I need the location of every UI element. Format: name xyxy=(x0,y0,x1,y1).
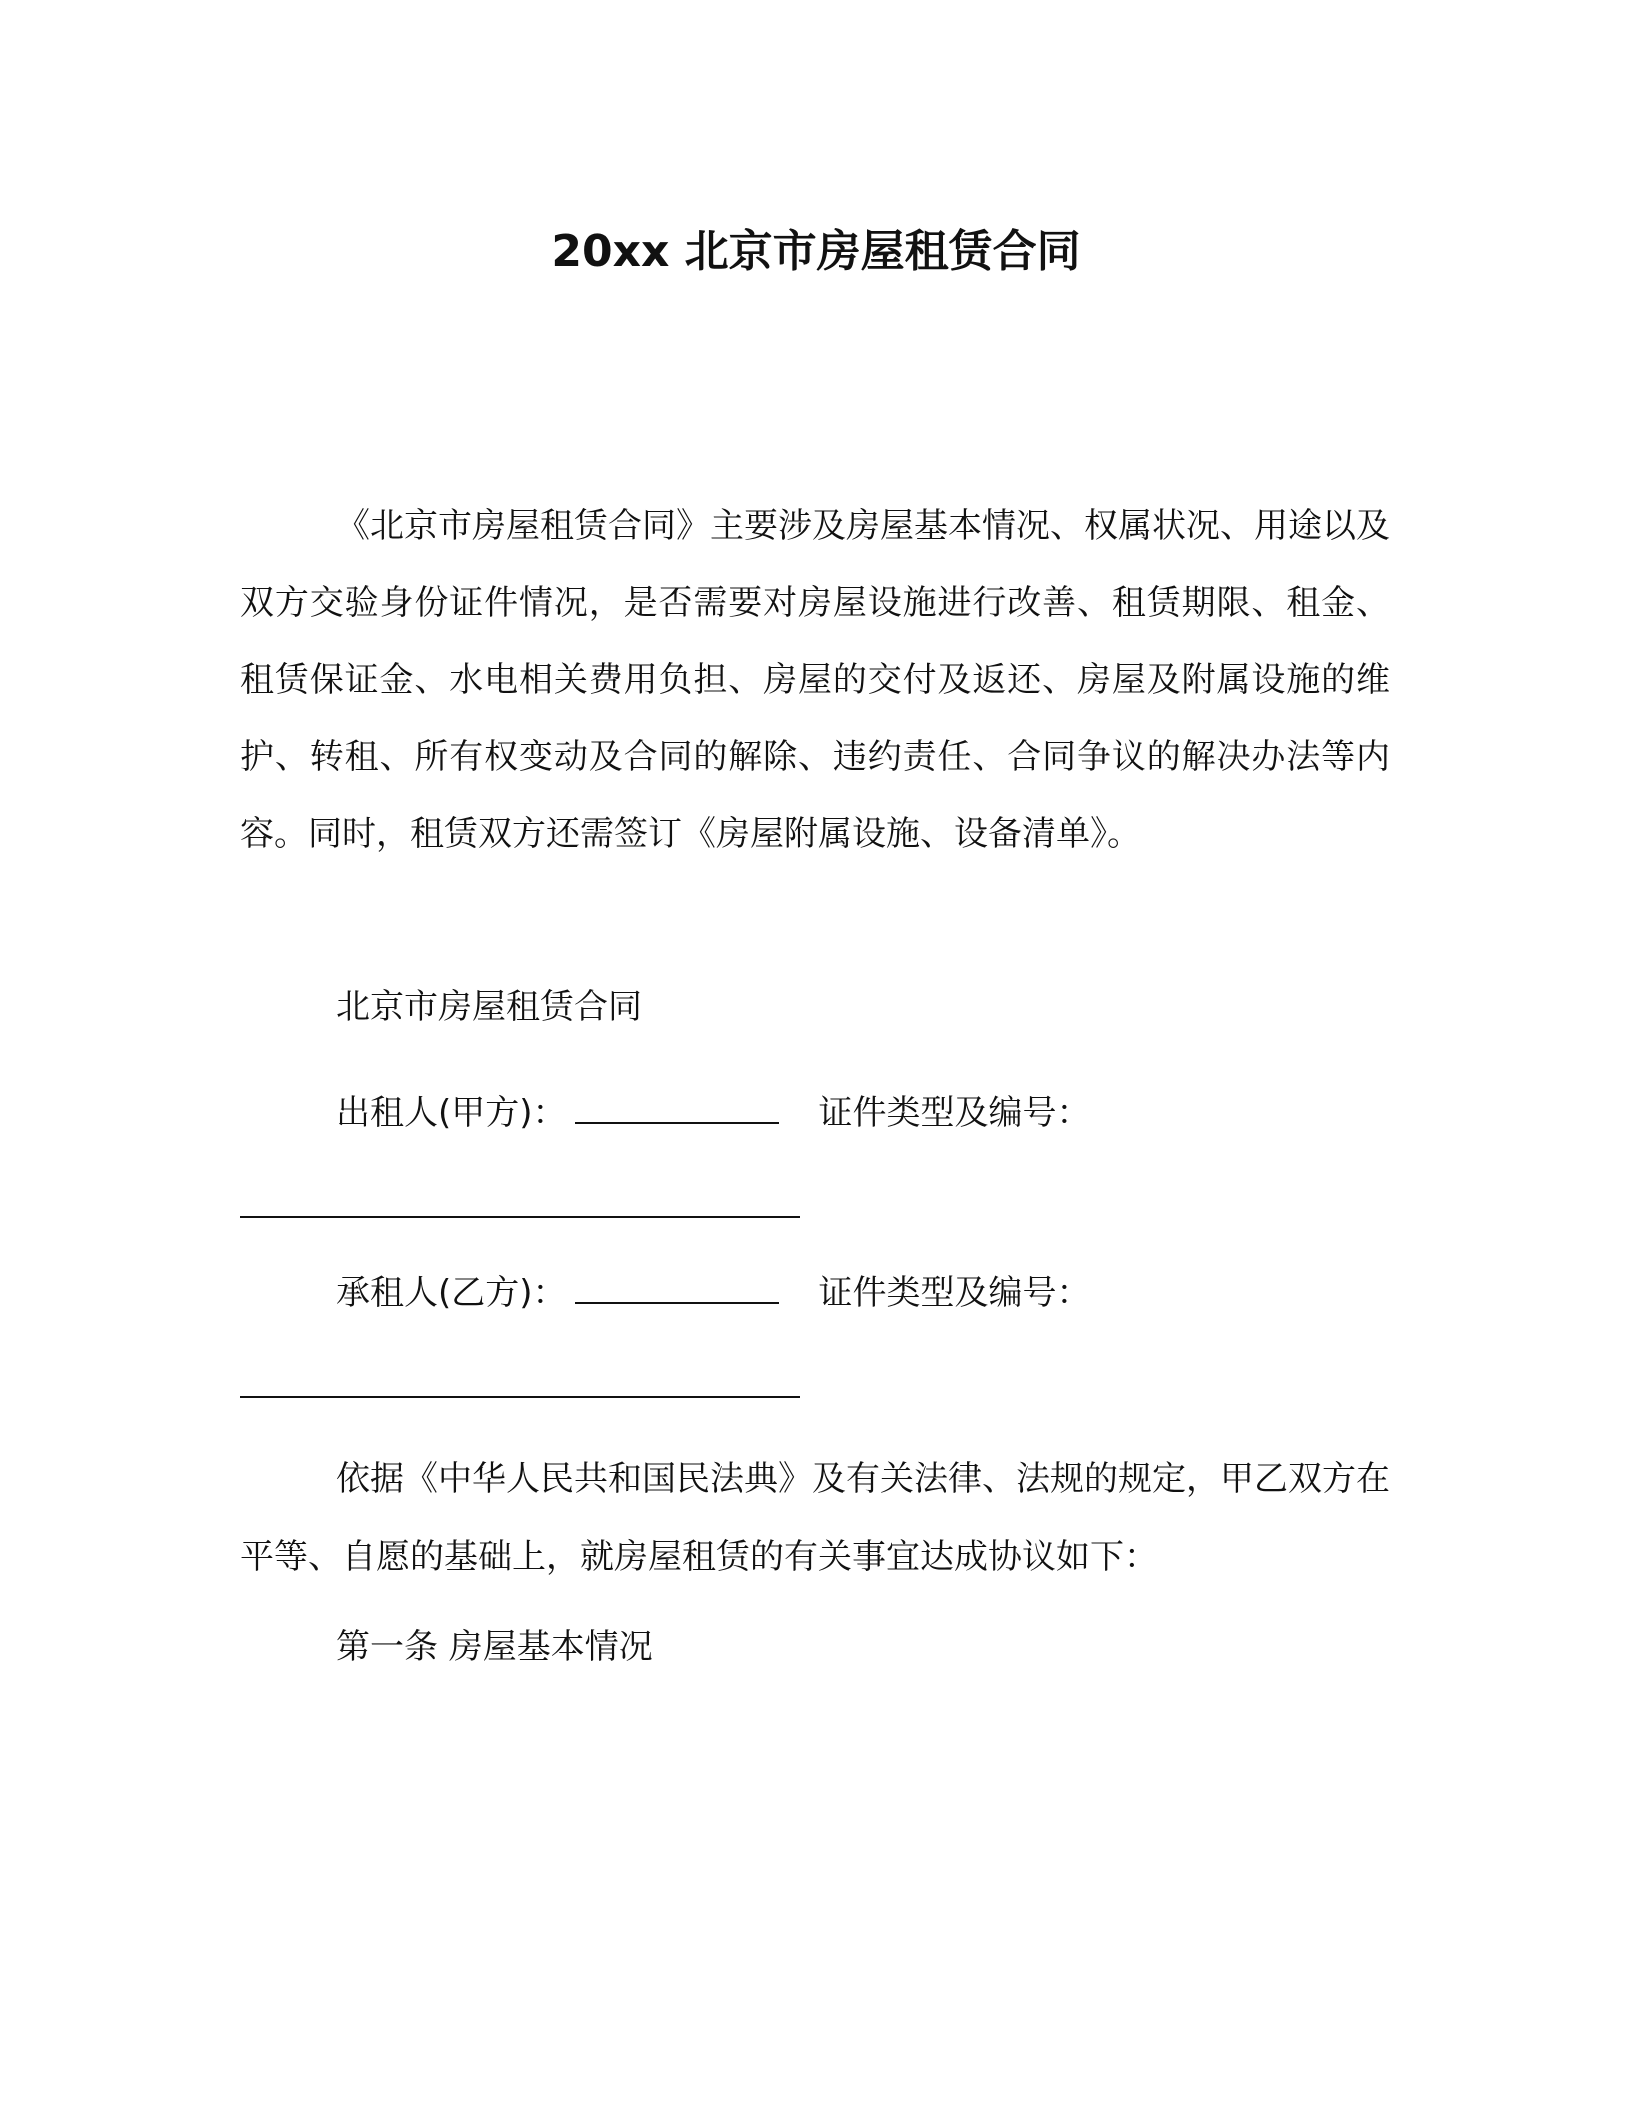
lessee-name-field[interactable] xyxy=(575,1272,779,1304)
lessor-name-field[interactable] xyxy=(575,1092,779,1124)
lessee-id-label: 证件类型及编号： xyxy=(818,1273,1091,1313)
lessor-id-label: 证件类型及编号： xyxy=(818,1093,1091,1133)
lessee-label: 承租人(乙方)： xyxy=(336,1273,567,1313)
lessor-label: 出租人(甲方)： xyxy=(336,1093,567,1133)
basis-paragraph: 依据《中华人民共和国民法典》及有关法律、法规的规定，甲乙双方在平等、自愿的基础上，就房屋租赁的有关事宜达成协议如下： xyxy=(240,1459,1390,1577)
lessor-id-field[interactable] xyxy=(240,1186,800,1218)
lessor-id-line-row xyxy=(240,1182,800,1232)
article-1-heading: 第一条 房屋基本情况 xyxy=(336,1627,653,1667)
lessee-id-field[interactable] xyxy=(240,1366,800,1398)
contract-heading: 北京市房屋租赁合同 xyxy=(336,987,642,1027)
intro-paragraph: 《北京市房屋租赁合同》主要涉及房屋基本情况、权属状况、用途以及双方交验身份证件情况，是否需要对房屋设施进行改善、租赁期限、租金、租赁保证金、水电相关费用负担、房屋的交付及返还、房屋及附属设施的维护、转租、所有权变动及合同的解除、违约责任、合同争议的解决办法等内容。同时，租赁双方还需签订《房屋附属设施、设备清单》。 xyxy=(240,506,1390,854)
lessee-id-line-row xyxy=(240,1362,800,1412)
document-title: 20xx 北京市房屋租赁合同 xyxy=(551,226,1081,277)
lessee-row xyxy=(336,1268,1091,1318)
lessor-row xyxy=(336,1088,1091,1138)
